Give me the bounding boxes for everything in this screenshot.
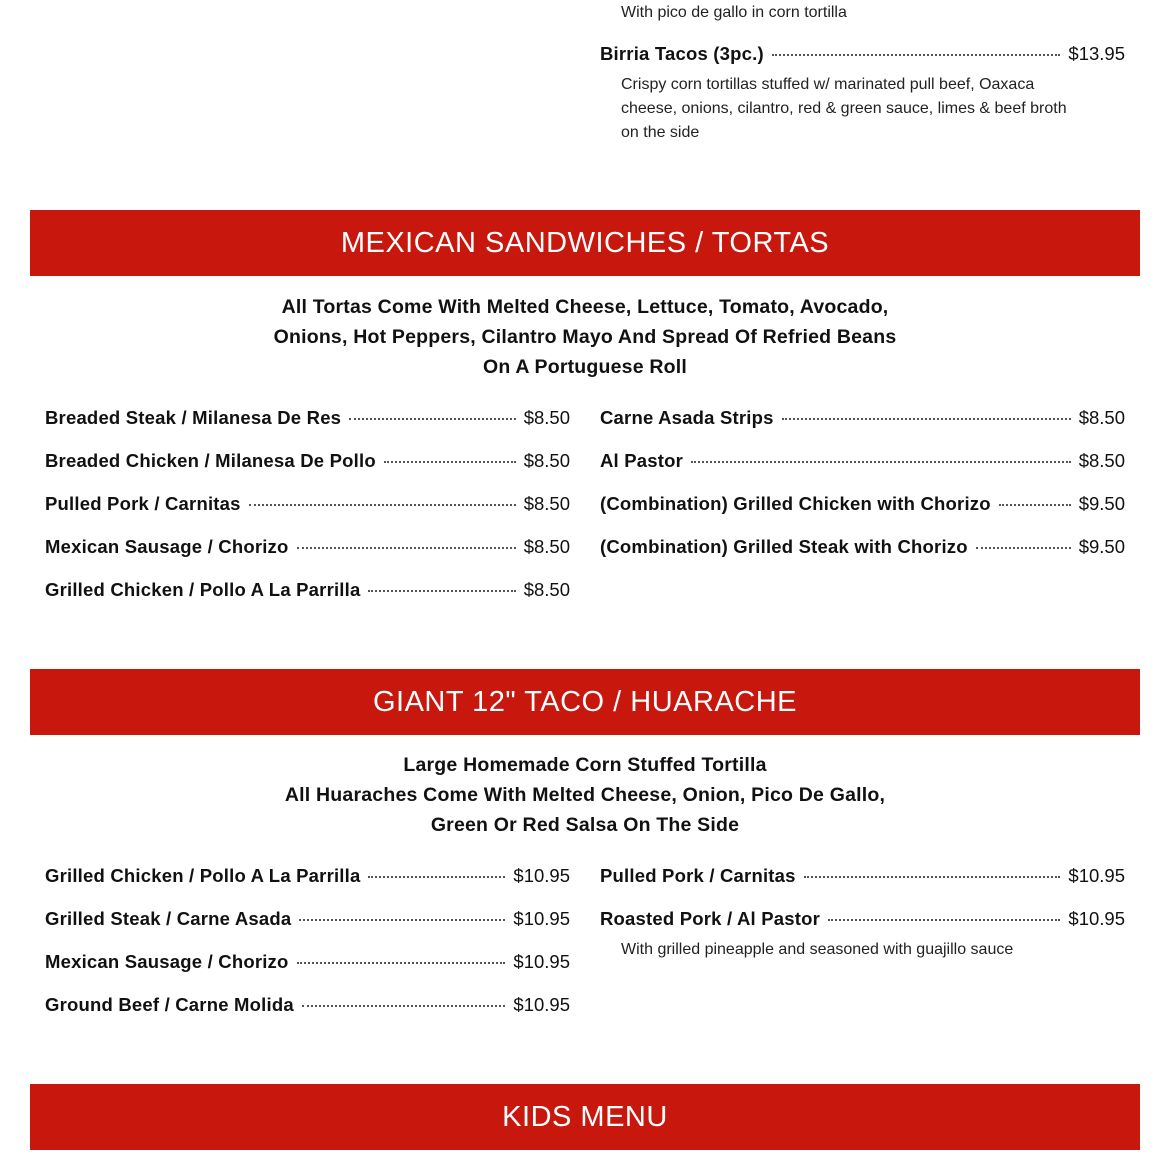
menu-item: [600, 865, 1125, 889]
section-title: GIANT 12" TACO / HUARACHE: [372, 685, 798, 718]
item-price: $9.50: [1078, 536, 1125, 557]
menu-item: [45, 536, 570, 560]
dot-leader: [349, 418, 516, 420]
item-name: Pulled Pork / Carnitas: [600, 865, 796, 886]
item-price: $10.95: [513, 951, 570, 972]
item-name: Ground Beef / Carne Molida: [45, 994, 294, 1015]
section-title: MEXICAN SANDWICHES / TORTAS: [340, 226, 830, 259]
dot-leader: [297, 547, 516, 549]
item-price: $10.95: [1068, 865, 1125, 886]
dot-leader: [772, 54, 1061, 56]
dot-leader: [368, 590, 515, 592]
menu-item-birria-tacos: [600, 43, 1125, 67]
item-name: Pulled Pork / Carnitas: [45, 493, 241, 514]
item-price: $10.95: [513, 994, 570, 1015]
menu-item: [45, 908, 570, 932]
item-price: $10.95: [513, 908, 570, 929]
item-price: $8.50: [523, 493, 570, 514]
item-price: $8.50: [523, 579, 570, 600]
menu-item: [600, 450, 1125, 474]
birria-description: [621, 73, 1131, 145]
item-price: $8.50: [523, 450, 570, 471]
dot-leader: [384, 461, 516, 463]
section-intro-huarache: [30, 750, 1140, 840]
intro-line: All Tortas Come With Melted Cheese, Lettuce, Tomato, Avocado,: [281, 296, 889, 318]
section-banner-huarache: [30, 669, 1140, 735]
menu-item: [45, 951, 570, 975]
menu-item: [600, 536, 1125, 560]
item-name: Birria Tacos (3pc.): [600, 43, 764, 64]
prev-item-description: With pico de gallo in corn tortilla: [621, 4, 847, 21]
description-line: on the side: [621, 124, 700, 141]
item-price: $9.50: [1078, 493, 1125, 514]
menu-item: [45, 493, 570, 517]
item-price: $8.50: [1078, 450, 1125, 471]
description-line: cheese, onions, cilantro, red & green sauce, limes & beef broth: [621, 100, 1067, 117]
item-price: $10.95: [513, 865, 570, 886]
dot-leader: [302, 1005, 506, 1007]
item-name: Grilled Chicken / Pollo A La Parrilla: [45, 865, 361, 886]
item-name: Roasted Pork / Al Pastor: [600, 908, 821, 929]
item-name: Grilled Steak / Carne Asada: [45, 908, 292, 929]
dot-leader: [804, 876, 1061, 878]
menu-item: [600, 493, 1125, 517]
item-name: (Combination) Grilled Chicken with Chorizo: [600, 493, 991, 514]
item-name: Grilled Chicken / Pollo A La Parrilla: [45, 579, 361, 600]
item-price: $8.50: [523, 407, 570, 428]
dot-leader: [249, 504, 516, 506]
menu-item: [45, 579, 570, 603]
dot-leader: [297, 962, 506, 964]
intro-line: On A Portuguese Roll: [482, 356, 688, 378]
dot-leader: [782, 418, 1071, 420]
section-banner-kids: [30, 1084, 1140, 1150]
item-name: Breaded Chicken / Milanesa De Pollo: [45, 450, 376, 471]
intro-line: All Huaraches Come With Melted Cheese, Onion, Pico De Gallo,: [284, 784, 886, 806]
item-name: (Combination) Grilled Steak with Chorizo: [600, 536, 968, 557]
item-name: Al Pastor: [600, 450, 684, 471]
section-intro-tortas: [30, 292, 1140, 382]
dot-leader: [828, 919, 1060, 921]
menu-item: [45, 994, 570, 1018]
dot-leader: [299, 919, 505, 921]
menu-item: [45, 450, 570, 474]
item-name: Mexican Sausage / Chorizo: [45, 951, 289, 972]
menu-item: [45, 407, 570, 431]
item-name: Carne Asada Strips: [600, 407, 774, 428]
item-name: Breaded Steak / Milanesa De Res: [45, 407, 342, 428]
description-line: Crispy corn tortillas stuffed w/ marinated pull beef, Oaxaca: [621, 76, 1035, 93]
item-price: $13.95: [1068, 43, 1125, 64]
item-price: $8.50: [1078, 407, 1125, 428]
menu-item: [600, 908, 1125, 932]
menu-item: [600, 407, 1125, 431]
dot-leader: [976, 547, 1071, 549]
item-description: With grilled pineapple and seasoned with guajillo sauce: [621, 941, 1014, 958]
dot-leader: [368, 876, 505, 878]
dot-leader: [691, 461, 1071, 463]
item-price: $8.50: [523, 536, 570, 557]
dot-leader: [999, 504, 1071, 506]
intro-line: Onions, Hot Peppers, Cilantro Mayo And Spread Of Refried Beans: [273, 326, 897, 348]
section-banner-tortas: [30, 210, 1140, 276]
intro-line: Large Homemade Corn Stuffed Tortilla: [403, 754, 767, 776]
menu-item: [45, 865, 570, 889]
item-name: Mexican Sausage / Chorizo: [45, 536, 289, 557]
section-title: KIDS MENU: [502, 1100, 668, 1133]
item-price: $10.95: [1068, 908, 1125, 929]
intro-line: Green Or Red Salsa On The Side: [430, 814, 740, 836]
